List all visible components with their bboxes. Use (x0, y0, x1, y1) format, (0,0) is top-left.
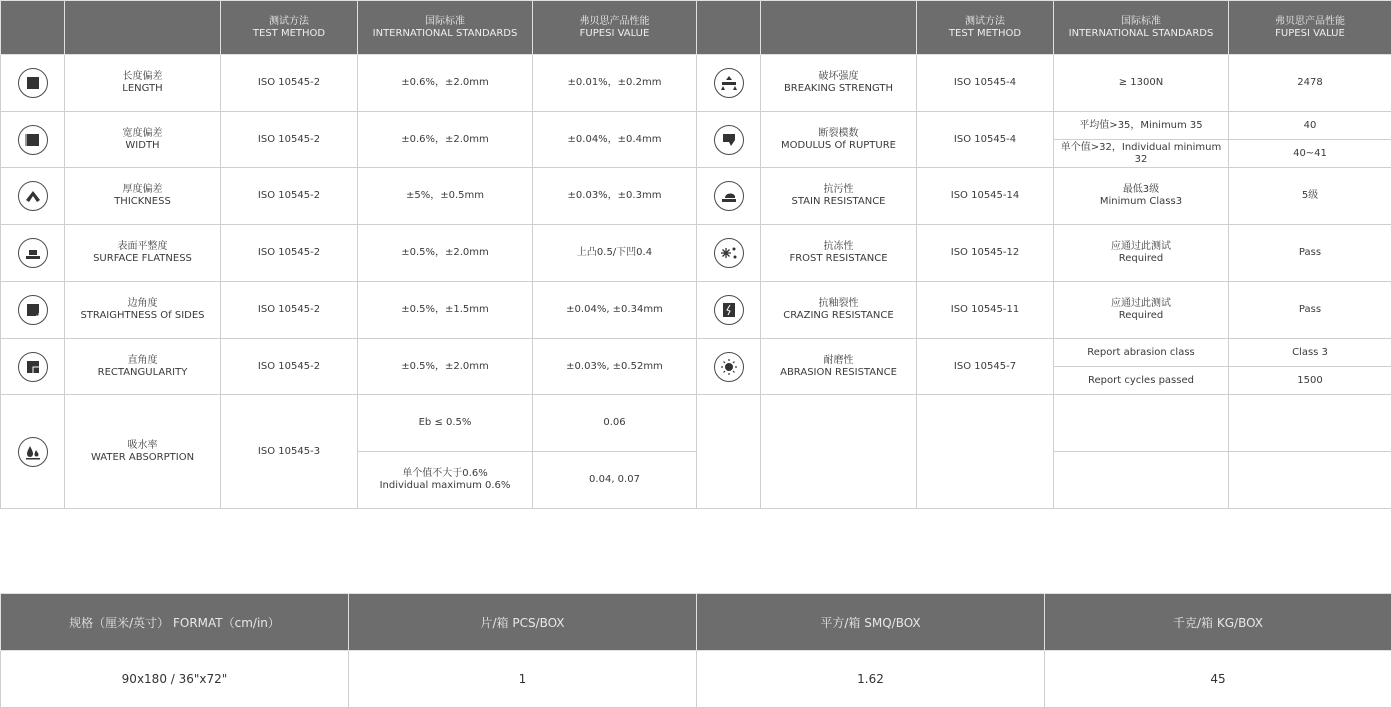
format-header: 规格（厘米/英寸） FORMAT（cm/in） (1, 594, 349, 651)
fupesi-value: ±0.04%，±0.4mm (533, 112, 697, 168)
standard-value: 单个值>32，Individual minimum 32 (1054, 140, 1229, 168)
standard-value: ≥ 1300N (1054, 55, 1229, 112)
width-icon (18, 125, 48, 155)
header-international-standards: 国际标准 INTERNATIONAL STANDARDS (358, 1, 533, 55)
standard-value: Report abrasion class (1054, 339, 1229, 367)
test-method: ISO 10545-3 (221, 395, 358, 509)
format-row (1, 651, 1391, 708)
test-method: ISO 10545-14 (917, 168, 1054, 225)
pcs-box-value: 1 (349, 651, 697, 708)
test-method: ISO 10545-4 (917, 112, 1054, 168)
property-name: 断裂模数 MODULUS Of RUPTURE (761, 112, 917, 168)
fupesi-value: ±0.01%，±0.2mm (533, 55, 697, 112)
property-name: 抗釉裂性 CRAZING RESISTANCE (761, 282, 917, 339)
fupesi-value: Class 3 (1229, 339, 1391, 367)
breaking-strength-icon (714, 68, 744, 98)
standard-value: ±0.6%，±2.0mm (358, 55, 533, 112)
empty-cell (761, 395, 917, 509)
header-test-method: 测试方法 TEST METHOD (917, 1, 1054, 55)
fupesi-value: ±0.04%, ±0.34mm (533, 282, 697, 339)
thickness-icon (18, 181, 48, 211)
property-name: 边角度 STRAIGHTNESS Of SIDES (65, 282, 221, 339)
straightness-icon (18, 295, 48, 325)
test-method: ISO 10545-2 (221, 168, 358, 225)
property-name: 宽度偏差 WIDTH (65, 112, 221, 168)
empty-cell (1054, 452, 1229, 509)
property-name: 厚度偏差 THICKNESS (65, 168, 221, 225)
standard-value: 平均值>35，Minimum 35 (1054, 112, 1229, 140)
table-row (1, 168, 1391, 225)
header-international-standards: 国际标准 INTERNATIONAL STANDARDS (1054, 1, 1229, 55)
fupesi-value: 0.04, 0.07 (533, 452, 697, 509)
table-row (1, 55, 1391, 112)
test-method: ISO 10545-4 (917, 55, 1054, 112)
standard-value: ±0.5%，±2.0mm (358, 339, 533, 395)
standard-value: 单个值不大于0.6% Individual maximum 0.6% (358, 452, 533, 509)
property-name: 长度偏差 LENGTH (65, 55, 221, 112)
standard-value: 应通过此测试 Required (1054, 225, 1229, 282)
fupesi-value: ±0.03%, ±0.52mm (533, 339, 697, 395)
length-icon (18, 68, 48, 98)
test-method: ISO 10545-7 (917, 339, 1054, 395)
standard-value: ±0.5%，±2.0mm (358, 225, 533, 282)
test-method: ISO 10545-11 (917, 282, 1054, 339)
property-name: 破坏强度 BREAKING STRENGTH (761, 55, 917, 112)
pcs-box-header: 片/箱 PCS/BOX (349, 594, 697, 651)
fupesi-value: 0.06 (533, 395, 697, 452)
standard-value: Report cycles passed (1054, 367, 1229, 395)
fupesi-value: 40 (1229, 112, 1391, 140)
header-icon-cell (697, 1, 761, 55)
property-name: 耐磨性 ABRASION RESISTANCE (761, 339, 917, 395)
property-name: 吸水率 WATER ABSORPTION (65, 395, 221, 509)
crazing-icon (714, 295, 744, 325)
table-row (1, 395, 1391, 452)
fupesi-value: 1500 (1229, 367, 1391, 395)
test-method: ISO 10545-2 (221, 339, 358, 395)
fupesi-value: 上凸0.5/下凹0.4 (533, 225, 697, 282)
empty-cell (1054, 395, 1229, 452)
standard-value: ±0.5%，±1.5mm (358, 282, 533, 339)
standard-value: Eb ≤ 0.5% (358, 395, 533, 452)
stain-icon (714, 181, 744, 211)
header-icon-cell (1, 1, 65, 55)
fupesi-value: 5级 (1229, 168, 1391, 225)
header-property-cell (65, 1, 221, 55)
smq-box-value: 1.62 (697, 651, 1045, 708)
smq-box-header: 平方/箱 SMQ/BOX (697, 594, 1045, 651)
test-method: ISO 10545-2 (221, 282, 358, 339)
empty-cell (697, 395, 761, 509)
kg-box-value: 45 (1045, 651, 1391, 708)
header-test-method: 测试方法 TEST METHOD (221, 1, 358, 55)
test-method: ISO 10545-2 (221, 225, 358, 282)
header-row (1, 1, 1391, 55)
format-table (0, 593, 1391, 708)
rupture-icon (714, 125, 744, 155)
header-fupesi-value: 弗贝思产品性能 FUPESI VALUE (533, 1, 697, 55)
format-header-row (1, 594, 1391, 651)
property-name: 表面平整度 SURFACE FLATNESS (65, 225, 221, 282)
surface-flatness-icon (18, 238, 48, 268)
table-row (1, 225, 1391, 282)
fupesi-value: 2478 (1229, 55, 1391, 112)
property-name: 抗污性 STAIN RESISTANCE (761, 168, 917, 225)
standard-value: ±5%，±0.5mm (358, 168, 533, 225)
table-row (1, 339, 1391, 367)
format-value: 90x180 / 36"x72" (1, 651, 349, 708)
abrasion-icon (714, 352, 744, 382)
empty-cell (1229, 395, 1391, 452)
fupesi-value: 40~41 (1229, 140, 1391, 168)
header-property-cell (761, 1, 917, 55)
fupesi-value: Pass (1229, 282, 1391, 339)
property-name: 抗冻性 FROST RESISTANCE (761, 225, 917, 282)
header-fupesi-value: 弗贝思产品性能 FUPESI VALUE (1229, 1, 1391, 55)
test-method: ISO 10545-12 (917, 225, 1054, 282)
property-name: 直角度 RECTANGULARITY (65, 339, 221, 395)
fupesi-value: Pass (1229, 225, 1391, 282)
test-method: ISO 10545-2 (221, 112, 358, 168)
test-method: ISO 10545-2 (221, 55, 358, 112)
standard-value: ±0.6%，±2.0mm (358, 112, 533, 168)
kg-box-header: 千克/箱 KG/BOX (1045, 594, 1391, 651)
standard-value: 最低3级 Minimum Class3 (1054, 168, 1229, 225)
empty-cell (917, 395, 1054, 509)
rectangularity-icon (18, 352, 48, 382)
standard-value: 应通过此测试 Required (1054, 282, 1229, 339)
water-drop-icon (18, 437, 48, 467)
fupesi-value: ±0.03%，±0.3mm (533, 168, 697, 225)
frost-icon (714, 238, 744, 268)
empty-cell (1229, 452, 1391, 509)
table-row (1, 282, 1391, 339)
table-row (1, 112, 1391, 140)
